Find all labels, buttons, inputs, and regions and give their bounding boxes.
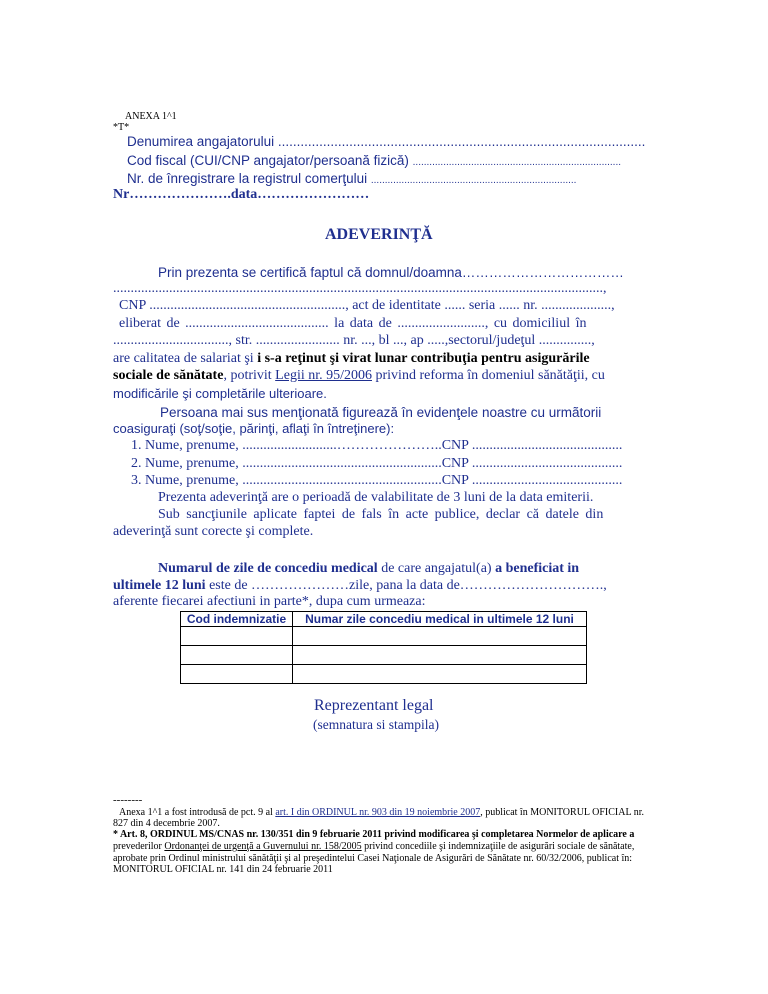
benefited-bold: a beneficiat in [495, 561, 580, 576]
order-903-link[interactable]: art. I din ORDINUL nr. 903 din 19 noiembrie 2007 [275, 807, 481, 818]
table-cell[interactable] [293, 627, 587, 646]
footnote-1-continued: 827 din 4 decembrie 2007. [113, 818, 220, 829]
last-12-months-bold: ultimele 12 luni [113, 578, 206, 593]
footnote-separator: -------- [113, 794, 143, 806]
body-line-7 [113, 368, 605, 384]
body-line-2: ............................................................................................................................................, [113, 281, 607, 296]
ordinance-link[interactable]: Ordonanţei de urgenţă a Guvernului nr. 158/2005 [164, 841, 362, 852]
tax-code-dots: ........................................................................... [412, 157, 622, 168]
registry-dots: .......................................................................... [370, 175, 577, 186]
signature-title: Reprezentant legal [314, 697, 434, 714]
table-row [181, 665, 587, 684]
health-insurance-bold: sociale de sănătate [113, 368, 224, 383]
footnote-1-text: Anexa 1^1 a fost introdusă de pct. 9 al [119, 807, 276, 818]
signature-subtitle: (semnatura si stampila) [313, 717, 439, 732]
annex-label: ANEXA 1^1 [125, 111, 177, 122]
validity-text: Prezenta adeverinţă are o perioadă de valabilitate de 3 luni de la data emiterii. [158, 490, 594, 505]
registry-line [127, 171, 576, 186]
contribution-bold: i s-a reţinut şi virat lunar contribuţia pentru asigurările [257, 351, 590, 366]
body-line-3: CNP ........................................................, act de identitate ...... seria ...... nr. ...................., [119, 298, 615, 313]
body-line-10: coasiguraţi (soţ/soţie, părinţi, aflaţi în întreţinere): [113, 421, 395, 436]
medical-line-2 [113, 578, 607, 594]
medical-line-3: aferente fiecarei afectiuni in parte*, dupa cum urmeaza: [113, 594, 426, 609]
according-text: , potrivit [223, 368, 276, 383]
employer-name-line: Denumirea angajatorului .................................................................................................. [127, 134, 646, 149]
medical-days-bold: Numarul de zile de concediu medical [158, 561, 378, 576]
tax-code-label: Cod fiscal (CUI/CNP angajator/persoană fizică) [127, 153, 409, 168]
body-line-1: Prin prezenta se certifică faptul că domnul/doamna……………………………… [158, 265, 624, 280]
registry-label: Nr. de înregistrare la registrul comerţului [127, 171, 368, 186]
medical-leave-table [180, 611, 587, 684]
coinsured-1: 1. Nume, prenume, ...........................…………………..CNP ........................................... [131, 438, 623, 453]
leave-text: privind concediile şi indemnizaţiile de asigurări sociale de sănătate, [361, 841, 635, 852]
header-cod-indemnizatie: Cod indemnizatie [181, 612, 293, 627]
body-line-8: modificările şi completările ulterioare. [113, 386, 327, 401]
footnote-2-line-2 [113, 841, 634, 853]
table-cell[interactable] [293, 646, 587, 665]
footnote-1-publication: , publicat în MONITORUL OFICIAL nr. [480, 807, 645, 818]
medical-line-1 [158, 561, 579, 577]
coinsured-3: 3. Nume, prenume, .........................................................CNP ........................................... [131, 473, 623, 488]
body-line-4: eliberat de ......................................... la data de ........................., cu domiciliul în [119, 316, 587, 331]
body-line-6 [113, 351, 590, 367]
footnote-2-line-3: aprobate prin Ordinul ministrului sănătăţii şi al preşedintelui Casei Naţionale de Asigurări de Sănătate nr. 60/32/2006, publicat în: [113, 853, 633, 864]
tax-code-line [127, 153, 621, 168]
salaried-text: are calitatea de salariat şi [113, 351, 258, 366]
provisions-text: prevederilor [113, 841, 165, 852]
false-statement-2: adeverinţă sunt corecte şi complete. [113, 524, 314, 539]
body-line-5: ................................., str. ........................ nr. ..., bl ..., ap .....,sectorul/judeţul ..............., [113, 333, 595, 348]
table-header-row [181, 612, 587, 627]
table-cell[interactable] [181, 646, 293, 665]
false-statement-1: Sub sancţiunile aplicate faptei de fals în acte publice, declar că datele din [158, 507, 604, 522]
body-line-9: Persoana mai sus menţionată figurează în evidenţele noastre cu urmãtorii [160, 405, 602, 420]
law-link[interactable]: Legii nr. 95/2006 [275, 368, 372, 383]
table-row [181, 627, 587, 646]
table-cell[interactable] [293, 665, 587, 684]
employee-text: de care angajatul(a) [377, 561, 496, 576]
reform-text: privind reforma în domeniul sănătăţii, cu [372, 368, 605, 383]
coinsured-2: 2. Nume, prenume, .........................................................CNP ........................................... [131, 456, 623, 471]
table-cell[interactable] [181, 627, 293, 646]
document-title: ADEVERINŢĂ [325, 226, 433, 243]
footnote-2-line-4: MONITORUL OFICIAL nr. 141 din 24 februarie 2011 [113, 864, 333, 875]
header-numar-zile: Numar zile concediu medical in ultimele 12 luni [293, 612, 587, 627]
marker: *T* [113, 122, 130, 133]
footnote-2: * Art. 8, ORDINUL MS/CNAS nr. 130/351 din 9 februarie 2011 privind modificarea şi completarea Normelor de aplicare a [113, 829, 635, 840]
table-cell[interactable] [181, 665, 293, 684]
days-until-text: este de …………………zile, pana la data de…………………………., [205, 578, 607, 593]
table-row [181, 646, 587, 665]
nr-date-line: Nr………………….data…………………… [113, 187, 370, 202]
